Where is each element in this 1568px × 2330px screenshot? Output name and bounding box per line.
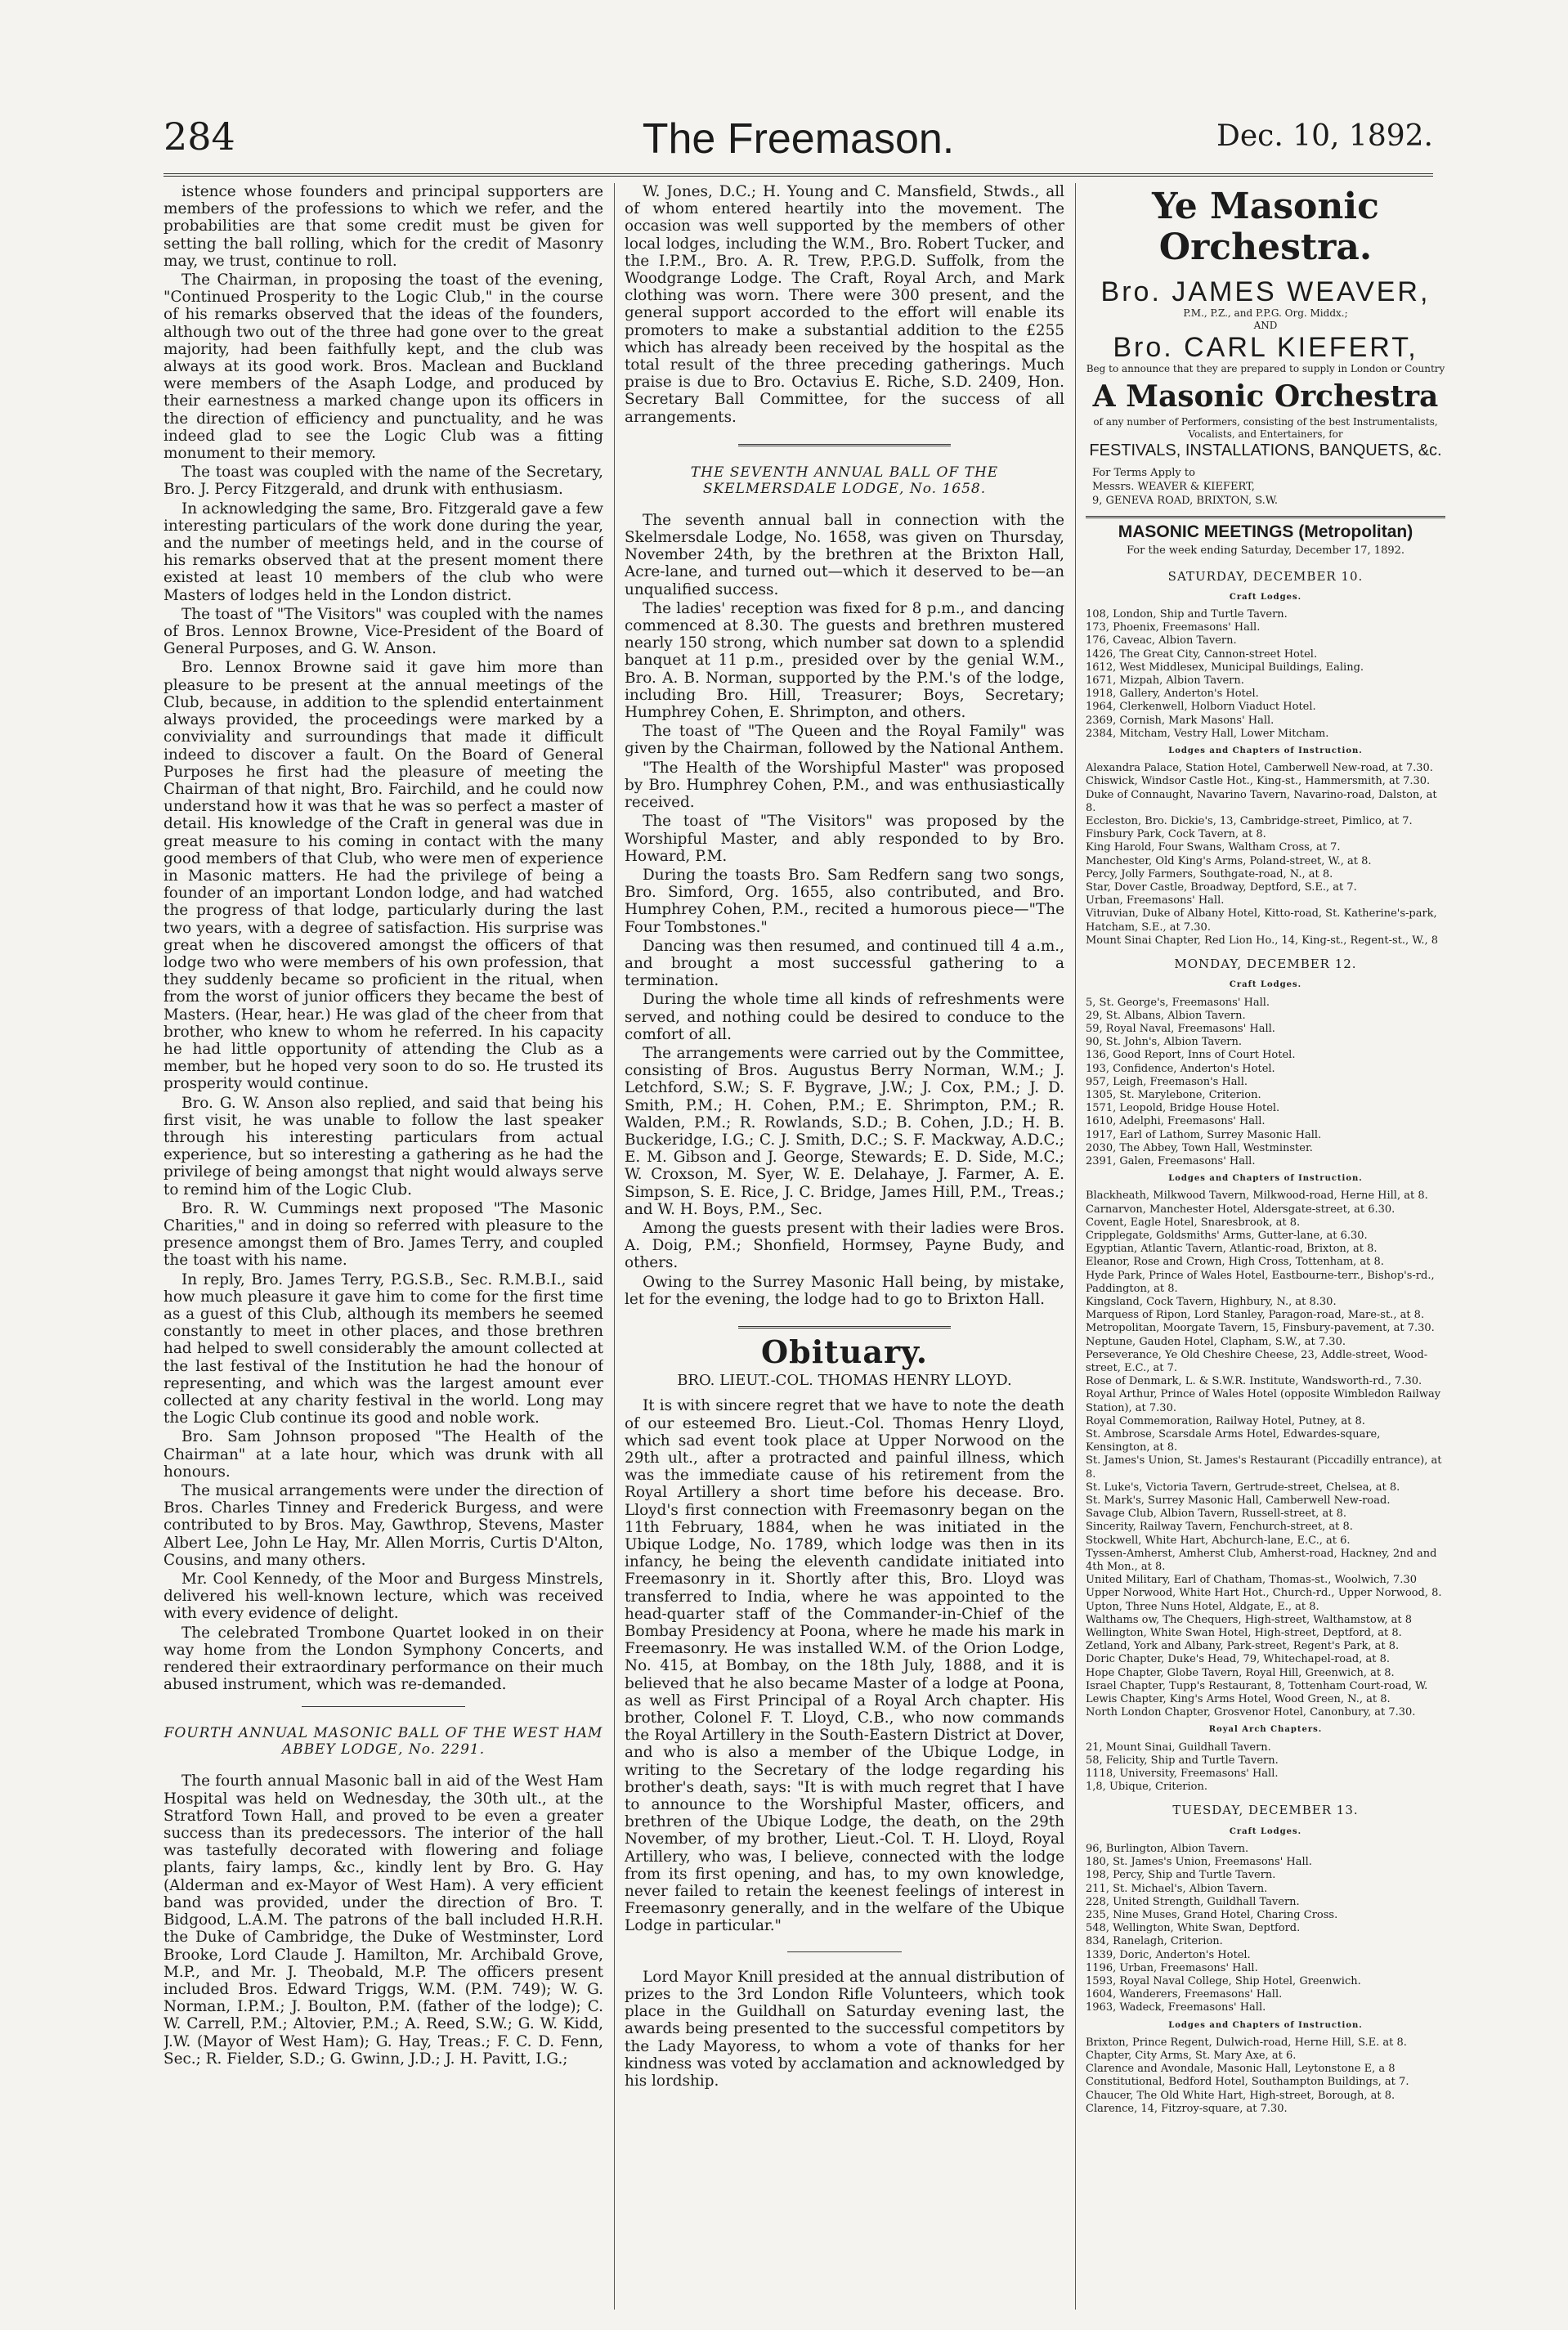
name-james-weaver: Bro. JAMES WEAVER, <box>1100 276 1431 307</box>
column-divider <box>614 183 615 2310</box>
meeting-entry: Covent, Eagle Hotel, Snaresbrook, at 8. <box>1086 1216 1301 1229</box>
meeting-entry: 1918, Gallery, Anderton's Hotel. <box>1086 688 1259 701</box>
meeting-entry: 1593, Royal Naval College, Ship Hotel, Greenwich. <box>1086 1974 1361 1987</box>
meetings-week: For the week ending Saturday, December 17, 1892. <box>1126 544 1405 558</box>
meeting-entry: 176, Caveac, Albion Tavern. <box>1086 634 1237 647</box>
section-rule <box>302 1706 465 1707</box>
meeting-entry: Eccleston, Bro. Dickie's, 13, Cambridge-street, Pimlico, at 7. <box>1086 815 1413 828</box>
paragraph: Bro. R. W. Cummings next proposed "The Masonic Charities," and in doing so referred with pleasure to the presence amongst them of Bro. James Terry, and coupled the toast with his name. <box>164 1199 603 1270</box>
orchestra-title: Ye Masonic Orchestra. <box>1152 186 1379 268</box>
paragraph: Bro. Lennox Browne said it gave him more than pleasure to be present at the annual meetings of the Club, because, in addition to the splendid entertainment always provided, the proceedings were marked by a conviviality and surroundings that made it difficult indeed to discover a fault. On the Board of General Purposes he first had the pleasure of meeting the Chairman of that night, Bro. Fairchild, and he could now understand how it was that he was so perfect a master of detail. His knowledge of the Craft in general was due in great measure to his coming in contact with the many good members of that Club, who were men of experience in Masonic matters. He had the privilege of being a founder of an important London lodge, and had watched the progress of that lodge, particularly during the last two years, with a degree of satisfaction. His surprise was great when he discovered amongst the officers of that lodge two who were members of his own profession, that they suddenly became so proficient in the ritual, when from the worst of junior officers they became the best of Masters. (Hear, hear.) He was glad of the cheer from that brother, who knew to whom he referred. In his capacity he had little opportunity of attending the Club as a member, but he hoped very soon to do so. He trusted its prosperity would continue. <box>164 659 603 1093</box>
paragraph: istence whose founders and principal supporters are members of the professions to which we refer, and the probabilities are that some credit must be given for setting the ball rolling, which for the credit of Masonry may, we trust, continue to roll. <box>164 183 603 270</box>
meeting-list <box>1086 762 1445 948</box>
paragraph: The toast of "The Visitors" was coupled with the names of Bros. Lennox Browne, Vice-President of the Board of General Purposes, and G. W. Anson. <box>164 605 603 658</box>
paragraph: The toast was coupled with the name of the Secretary, Bro. J. Percy Fitzgerald, and drunk with enthusiasm. <box>164 464 603 499</box>
meeting-entry: 2391, Galen, Freemasons' Hall. <box>1086 1154 1256 1167</box>
meetings-list <box>1086 568 1445 2116</box>
meeting-list <box>1086 608 1445 741</box>
meeting-entry: Chaucer, The Old White Hart, High-street, Borough, at 8. <box>1086 2089 1396 2102</box>
meeting-section-heading: Lodges and Chapters of Instruction. <box>1168 2020 1363 2030</box>
meeting-entry: Royal Arthur, Prince of Wales Hotel (opposite Wimbledon Railway Station), at 7.30. <box>1086 1388 1441 1414</box>
meetings-title: MASONIC MEETINGS (Metropolitan) <box>1118 522 1413 542</box>
paragraph: In reply, Bro. James Terry, P.G.S.B., Sec. R.M.B.I., said how much pleasure it gave him to come for the first time as a guest of this Club, although its members he seemed constantly to meet in other places, and those brethren had helped to swell considerably the amount collected at the last festival of the Institution he had the honour of representing, and which was the largest amount ever collected at any charity festival in the world. Long may the Logic Club continue its good and noble work. <box>164 1270 603 1427</box>
obituary-text <box>625 1397 1064 1934</box>
meeting-entry: Wellington, White Swan Hotel, High-street, Deptford, at 8. <box>1086 1627 1402 1640</box>
meeting-entry: 29, St. Albans, Albion Tavern. <box>1086 1009 1246 1022</box>
meeting-entry: 173, Phoenix, Freemasons' Hall. <box>1086 621 1261 634</box>
paragraph: The Chairman, in proposing the toast of the evening, "Continued Prosperity to the Logic Club," in the course of his remarks observed that the ideas of the founders, although two out of the three had gone over to the great majority, had been faithfully kept, and the club was always at its good work. Bros. Maclean and Buckland were members of the Asaph Lodge, and produced by their earnestness a marked change upon its officers in the direction of efficiency and punctuality, and he was indeed glad to see the Logic Club was a fitting monument to their memory. <box>164 271 603 463</box>
meeting-entry: Cripplegate, Goldsmiths' Arms, Gutter-lane, at 6.30. <box>1086 1229 1368 1242</box>
meeting-entry: United Military, Earl of Chatham, Thomas-st., Woolwich, 7.30 <box>1086 1574 1417 1587</box>
meeting-entry: 198, Percy, Ship and Turtle Tavern. <box>1086 1869 1276 1882</box>
meeting-entry: 1610, Adelphi, Freemasons' Hall. <box>1086 1115 1266 1128</box>
meeting-entry: King Harold, Four Swans, Waltham Cross, at 7. <box>1086 841 1341 854</box>
performers-line: of any number of Performers, consisting of the best Instrumentalists, Vocalists, and Entertainers, for <box>1093 416 1438 440</box>
section-rule <box>738 444 951 446</box>
meeting-entry: Constitutional, Bedford Hotel, Southampton Buildings, at 7. <box>1086 2076 1409 2089</box>
meeting-entry: Metropolitan, Moorgate Tavern, 15, Finsbury-pavement, at 7.30. <box>1086 1322 1435 1335</box>
publication-title: The Freemason. <box>642 115 955 163</box>
meeting-entry: 1964, Clerkenwell, Holborn Viaduct Hotel. <box>1086 701 1316 714</box>
meeting-entry: Israel Chapter, Tupp's Restaurant, 8, Tottenham Court-road, W. <box>1086 1679 1428 1692</box>
meeting-entry: Perseverance, Ye Old Cheshire Cheese, 23, Addle-street, Wood-street, E.C., at 7. <box>1086 1348 1428 1374</box>
meeting-entry: 1196, Urban, Freemasons' Hall. <box>1086 1961 1258 1974</box>
meeting-entry: 1612, West Middlesex, Municipal Buildings, Ealing. <box>1086 661 1364 674</box>
festivals-line: FESTIVALS, INSTALLATIONS, BANQUETS, &c. <box>1089 441 1442 459</box>
paragraph: The musical arrangements were under the direction of Bros. Charles Tinney and Frederick Burgess, and were contributed to by Bros. May, Gawthrop, Stevens, Master Albert Lee, John Le Hay, Mr. Allen Morris, Curtis D'Alton, Cousins, and many others. <box>164 1482 603 1569</box>
west-ham-ball-heading: FOURTH ANNUAL MASONIC BALL OF THE WEST HAM ABBEY LODGE, No. 2291. <box>164 1725 603 1759</box>
masthead <box>164 114 1433 172</box>
meeting-entry: Stockwell, White Hart, Abchurch-lane, E.C., at 6. <box>1086 1534 1351 1547</box>
paragraph: Owing to the Surrey Masonic Hall being, by mistake, let for the evening, the lodge had to go to Brixton Hall. <box>625 1273 1064 1308</box>
meeting-entry: Vitruvian, Duke of Albany Hotel, Kitto-road, St. Katherine's-park, Hatcham, S.E., at 7.30. <box>1086 907 1437 934</box>
meeting-entry: Zetland, York and Albany, Park-street, Regent's Park, at 8. <box>1086 1640 1400 1653</box>
meeting-entry: 1571, Leopold, Bridge House Hotel. <box>1086 1102 1280 1115</box>
paragraph: The fourth annual Masonic ball in aid of the West Ham Hospital was held on Wednesday, the 30th ult., at the Stratford Town Hall, and proved to be even a greater success than its predecessors. The interior of the hall was tastefully decorated with flowering and foliage plants, fairy lamps, &c., kindly lent by Bro. G. Hay (Alderman and ex-Mayor of West Ham). A very efficient band was provided, under the direction of Bro. T. Bidgood, L.A.M. The patrons of the ball included H.R.H. the Duke of Cambridge, the Duke of Westminster, Lord Brooke, Lord Claude J. Hamilton, Mr. Archibald Grove, M.P., and Mr. J. Theobald, M.P. The officers present included Bros. Edward Triggs, W.M. (P.M. 749); W. G. Norman, I.P.M.; J. Boulton, P.M. (father of the lodge); C. W. Carrell, P.M.; Altovier, P.M.; A. Reed, S.W.; G. W. Kidd, J.W. (Mayor of West Ham); G. Hay, Treas.; F. C. D. Fenn, Sec.; R. Fielder, S.D.; G. Gwinn, J.D.; J. H. Pavitt, I.G.; <box>164 1772 603 2068</box>
section-rule <box>738 1326 951 1329</box>
meeting-entry: 1426, The Great City, Cannon-street Hotel. <box>1086 647 1318 661</box>
issue-date: Dec. 10, 1892. <box>1216 119 1433 153</box>
meeting-entry: Alexandra Palace, Station Hotel, Camberwell New-road, at 7.30. <box>1086 762 1433 775</box>
meeting-entry: Sincerity, Railway Tavern, Fenchurch-street, at 8. <box>1086 1521 1353 1534</box>
meeting-entry: 957, Leigh, Freemason's Hall. <box>1086 1075 1248 1088</box>
meeting-section-heading: Lodges and Chapters of Instruction. <box>1168 1174 1363 1184</box>
meeting-entry: Manchester, Old King's Arms, Poland-street, W., at 8. <box>1086 854 1372 867</box>
and-label: AND <box>1253 320 1278 331</box>
meeting-entry: 1,8, Ubique, Criterion. <box>1086 1781 1207 1794</box>
meeting-entry: Clarence, 14, Fitzroy-square, at 7.30. <box>1086 2102 1288 2115</box>
meeting-entry: 136, Good Report, Inns of Court Hotel. <box>1086 1049 1296 1062</box>
meeting-entry: Mount Sinai Chapter, Red Lion Ho., 14, King-st., Regent-st., W., 8 <box>1086 934 1439 947</box>
meeting-entry: Lewis Chapter, King's Arms Hotel, Wood Green, N., at 8. <box>1086 1693 1391 1706</box>
meeting-entry: Doric Chapter, Duke's Head, 79, Whitechapel-road, at 8. <box>1086 1653 1390 1666</box>
meeting-entry: Upton, Three Nuns Hotel, Aldgate, E., at 8. <box>1086 1600 1319 1613</box>
paragraph: In acknowledging the same, Bro. Fitzgerald gave a few interesting particulars of the work done during the year, and the number of meetings held, and in the course of his remarks observed that at the present moment there existed at least 10 members of the club who were Masters of lodges held in the London district. <box>164 500 603 604</box>
meeting-entry: Upper Norwood, White Hart Hot., Church-rd., Upper Norwood, 8. <box>1086 1587 1442 1600</box>
column-divider <box>1075 183 1076 2310</box>
paragraph: The toast of "The Queen and the Royal Family" was given by the Chairman, followed by the National Anthem. <box>625 723 1064 758</box>
meeting-entry: 1339, Doric, Anderton's Hotel. <box>1086 1948 1251 1961</box>
meeting-entry: Egyptian, Atlantic Tavern, Atlantic-road, Brixton, at 8. <box>1086 1243 1378 1256</box>
meeting-entry: 2369, Cornish, Mark Masons' Hall. <box>1086 714 1275 727</box>
paragraph: The ladies' reception was fixed for 8 p.m., and dancing commenced at 8.30. The guests and brethren mustered nearly 150 strong, which number sat down to a splendid banquet at 11 p.m., presided over by the genial W.M., Bro. A. B. Norman, supported by the P.M.'s of the lodge, including Bro. Hill, Treasurer; Boys, Secretary; Humphrey Cohen, E. Shrimpton, and others. <box>625 599 1064 722</box>
meeting-entry: St. Luke's, Victoria Tavern, Gertrude-street, Chelsea, at 8. <box>1086 1481 1400 1494</box>
meeting-entry: Duke of Connaught, Navarino Tavern, Navarino-road, Dalston, at 8. <box>1086 788 1437 814</box>
meeting-entry: Chapter, City Arms, St. Mary Axe, at 6. <box>1086 2049 1297 2062</box>
column-3 <box>1086 183 1445 2310</box>
paragraph: It is with sincere regret that we have to note the death of our esteemed Bro. Lieut.-Col. Thomas Henry Lloyd, which sad event took place at Upper Norwood on the 29th ult., after a protracted and painful illness, which was the immediate cause of his retirement from the Royal Artillery a short time before his decease. Bro. Lloyd's first connection with Freemasonry began on the 11th February, 1884, when he was initiated in the Ubique Lodge, No. 1789, which lodge was then in its infancy, he being the eleventh candidate initiated into Freemasonry in it. Shortly after this, Bro. Lloyd was transferred to India, where he was appointed to the head-quarter staff of the Commander-in-Chief of the Bombay Presidency at Poona, where he made his mark in Freemasonry. He was installed W.M. of the Orion Lodge, No. 415, at Bombay, on the 18th July, 1888, and it is believed that he also became Master of a lodge at Poona, as well as First Principal of a Royal Arch chapter. His brother, Colonel F. T. Lloyd, C.B., who now commands the Royal Artillery in the South-Eastern District at Dover, and who is also a member of the Ubique Lodge, in writing to the Secretary of the lodge regarding his brother's death, says: "It is with much regret that I have to announce to the Worshipful Master, officers, and brethren of the Ubique Lodge, the death, on the 29th November, of my brother, Lieut.-Col. T. H. Lloyd, Royal Artillery, who was, I believe, connected with the lodge from its first opening, and has, to my own knowledge, never failed to retain the keenest feelings of interest in Freemasonry generally, and in the welfare of the Ubique Lodge in particular." <box>625 1397 1064 1935</box>
west-ham-ball-report <box>164 1772 603 2067</box>
meeting-entry: 96, Burlington, Albion Tavern. <box>1086 1842 1249 1855</box>
meeting-entry: Hope Chapter, Globe Tavern, Royal Hill, Greenwich, at 8. <box>1086 1666 1395 1679</box>
meeting-entry: Savage Club, Albion Tavern, Russell-street, at 8. <box>1086 1508 1347 1521</box>
masthead-rule <box>164 173 1433 177</box>
terms-label: For Terms Apply to <box>1092 467 1195 480</box>
meeting-entry: 5, St. George's, Freemasons' Hall. <box>1086 996 1270 1009</box>
paragraph: During the whole time all kinds of refreshments were served, and nothing could be desired to conduce to the comfort of all. <box>625 991 1064 1043</box>
skelmersdale-ball-heading: THE SEVENTH ANNUAL BALL OF THE SKELMERSDALE LODGE, No. 1658. <box>690 464 999 497</box>
paragraph: Among the guests present with their ladies were Bros. A. Doig, P.M.; Shonfield, Hormsey, Payne Budy, and others. <box>625 1219 1064 1272</box>
meeting-entry: Neptune, Gauden Hotel, Clapham, S.W., at 7.30. <box>1086 1335 1346 1348</box>
meeting-entry: North London Chapter, Grosvenor Hotel, Canonbury, at 7.30. <box>1086 1706 1416 1719</box>
paragraph: Bro. G. W. Anson also replied, and said that being his first visit, he was unable to follow the last speaker through his interesting particulars from actual experience, but so interesting a gathering as he had the privilege of being amongst that night would always serve to remind him of the Logic Club. <box>164 1094 603 1199</box>
meeting-entry: 211, St. Michael's, Albion Tavern. <box>1086 1882 1268 1895</box>
meeting-entry: 2030, The Abbey, Town Hall, Westminster. <box>1086 1141 1313 1154</box>
paragraph: During the toasts Bro. Sam Redfern sang two songs, Bro. Simford, Org. 1655, also contributed, and Bro. Humphrey Cohen, P.M., recited a humorous piece—"The Four Tombstones." <box>625 866 1064 936</box>
announcement-line: Beg to announce that they are prepared to supply in London or Country <box>1086 363 1445 374</box>
meeting-entry: Hyde Park, Prince of Wales Hotel, Eastbourne-terr., Bishop's-rd., Paddington, at 8. <box>1086 1269 1435 1295</box>
name-carl-kiefert: Bro. CARL KIEFERT, <box>1113 332 1418 363</box>
meeting-entry: 548, Wellington, White Swan, Deptford. <box>1086 1922 1301 1935</box>
meeting-entry: 21, Mount Sinai, Guildhall Tavern. <box>1086 1741 1271 1754</box>
meeting-list <box>1086 2037 1445 2116</box>
meeting-list <box>1086 997 1445 1169</box>
west-ham-ball-continued <box>625 183 1064 426</box>
meeting-entry: St. Ambrose, Scarsdale Arms Hotel, Edwardes-square, Kensington, at 8. <box>1086 1428 1381 1454</box>
meeting-entry: Marquess of Ripon, Lord Stanley, Paragon-road, Mare-st., at 8. <box>1086 1309 1425 1322</box>
paragraph: "The Health of the Worshipful Master" was proposed by Bro. Humphrey Cohen, P.M., and was enthusiastically received. <box>625 759 1064 812</box>
page-number: 284 <box>164 114 235 159</box>
column-1 <box>164 183 603 2310</box>
paragraph: W. Jones, D.C.; H. Young and C. Mansfield, Stwds., all of whom entered heartily into the movement. The occasion was well supported by the members of other local lodges, including the W.M., Bro. Robert Tucker, and the I.P.M., Bro. A. R. Trew, P.P.G.D. Suffolk, from the Woodgrange Lodge. The Craft, Royal Arch, and Mark clothing was worn. There were 300 present, and the general support accorded to the effort will enable its promoters to make a substantial addition to the £255 which has already been received by the hospital as the total result of the three preceding gatherings. Much praise is due to Bro. Octavius E. Riche, S.D. 2409, Hon. Secretary Ball Committee, for the success of all arrangements. <box>625 183 1064 426</box>
paragraph: The celebrated Trombone Quartet looked in on their way home from the London Symphony Concerts, and rendered their extraordinary performance on their much abused instrument, which was re-demanded. <box>164 1624 603 1694</box>
meeting-entry: St. James's Union, St. James's Restaurant (Piccadilly entrance), at 8. <box>1086 1454 1442 1481</box>
meeting-entry: Chiswick, Windsor Castle Hot., King-st., Hammersmith, at 7.30. <box>1086 775 1431 788</box>
meeting-list <box>1086 1843 1445 2015</box>
meeting-entry: Rose of Denmark, L. & S.W.R. Institute, Wandsworth-rd., 7.30. <box>1086 1375 1422 1388</box>
meeting-entry: 108, London, Ship and Turtle Tavern. <box>1086 608 1288 621</box>
meeting-entry: 228, United Strength, Guildhall Tavern. <box>1086 1895 1300 1908</box>
section-rule <box>1086 516 1445 518</box>
paragraph: Bro. Sam Johnson proposed "The Health of the Chairman" at a late hour, which was drunk with all honours. <box>164 1428 603 1481</box>
paragraph: Mr. Cool Kennedy, of the Moor and Burgess Minstrels, delivered his well-known lecture, which was received with every evidence of delight. <box>164 1571 603 1623</box>
meeting-day-heading: SATURDAY, DECEMBER 10. <box>1167 568 1364 584</box>
skelmersdale-ball-report <box>625 512 1064 1308</box>
meeting-entry: Kingsland, Cock Tavern, Highbury, N., at 8.30. <box>1086 1295 1337 1308</box>
obituary-heading: Obituary. <box>761 1333 928 1370</box>
paragraph: Dancing was then resumed, and continued till 4 a.m., and brought a most successful gathering to a termination. <box>625 937 1064 990</box>
meeting-entry: Blackheath, Milkwood Tavern, Milkwood-road, Herne Hill, at 8. <box>1086 1190 1428 1203</box>
terms-address: 9, GENEVA ROAD, BRIXTON, S.W. <box>1092 495 1279 508</box>
weaver-credentials: P.M., P.Z., and P.P.G. Org. Middx.; <box>1183 307 1348 319</box>
meeting-entry: Finsbury Park, Cock Tavern, at 8. <box>1086 828 1266 841</box>
meeting-entry: Percy, Jolly Farmers, Southgate-road, N., at 8. <box>1086 867 1333 880</box>
meeting-entry: 834, Ranelagh, Criterion. <box>1086 1935 1223 1948</box>
meeting-entry: 1671, Mizpah, Albion Tavern. <box>1086 674 1244 688</box>
meeting-entry: Urban, Freemasons' Hall. <box>1086 894 1225 907</box>
paragraph: The seventh annual ball in connection with the Skelmersdale Lodge, No. 1658, was given on Thursday, November 24th, by the brethren at the Brixton Hall, Acre-lane, and turned out—which it deserved to be—an unqualified success. <box>625 511 1064 598</box>
meeting-section-heading: Lodges and Chapters of Instruction. <box>1168 746 1363 756</box>
obituary-subheading: BRO. LIEUT.-COL. THOMAS HENRY LLOYD. <box>677 1372 1012 1390</box>
lord-mayor-paragraph: Lord Mayor Knill presided at the annual distribution of prizes to the 3rd London Rifle Volunteers, which took place in the Guildhall on Saturday evening last, the awards being presented to the successful competitors by the Lady Mayoress, to whom a vote of thanks for her kindness was voted by acclamation and acknowledged by his lordship. <box>625 1968 1064 2090</box>
meeting-list <box>1086 1741 1445 1795</box>
meeting-entry: 1604, Wanderers, Freemasons' Hall. <box>1086 1988 1283 2001</box>
meeting-day-heading: MONDAY, DECEMBER 12. <box>1174 957 1357 972</box>
meeting-entry: 90, St. John's, Albion Tavern. <box>1086 1036 1243 1049</box>
meeting-entry: 58, Felicity, Ship and Turtle Tavern. <box>1086 1754 1279 1767</box>
meeting-entry: St. Mark's, Surrey Masonic Hall, Camberwell New-road. <box>1086 1494 1391 1508</box>
meeting-entry: Brixton, Prince Regent, Dulwich-road, Herne Hill, S.E. at 8. <box>1086 2036 1407 2049</box>
meeting-entry: 235, Nine Muses, Grand Hotel, Charing Cross. <box>1086 1908 1338 1921</box>
meeting-entry: 1917, Earl of Lathom, Surrey Masonic Hall. <box>1086 1128 1322 1141</box>
meeting-entry: Clarence and Avondale, Masonic Hall, Leytonstone E, a 8 <box>1086 2063 1396 2076</box>
meeting-entry: Carnarvon, Manchester Hotel, Aldersgate-street, at 6.30. <box>1086 1203 1396 1216</box>
meeting-day-heading: TUESDAY, DECEMBER 13. <box>1172 1803 1359 1818</box>
meeting-section-heading: Craft Lodges. <box>1229 592 1302 602</box>
meeting-entry: Royal Commemoration, Railway Hotel, Putney, at 8. <box>1086 1414 1365 1427</box>
terms-name: Messrs. WEAVER & KIEFERT, <box>1092 481 1255 494</box>
meeting-entry: Star, Dover Castle, Broadway, Deptford, S.E., at 7. <box>1086 881 1357 894</box>
meeting-entry: Tyssen-Amherst, Amherst Club, Amherst-road, Hackney, 2nd and 4th Mon., at 8. <box>1086 1547 1437 1574</box>
meeting-section-heading: Craft Lodges. <box>1229 980 1302 990</box>
orchestra-subtitle: A Masonic Orchestra <box>1092 379 1439 414</box>
meeting-section-heading: Craft Lodges. <box>1229 1826 1302 1836</box>
meeting-entry: Eleanor, Rose and Crown, High Cross, Tottenham, at 8. <box>1086 1256 1384 1269</box>
paragraph: The toast of "The Visitors" was proposed by the Worshipful Master, and ably responded to by Bro. Howard, P.M. <box>625 813 1064 865</box>
paragraph: The arrangements were carried out by the Committee, consisting of Bros. Augustus Berry Norman, W.M.; J. Letchford, S.W.; S. F. Bygrave, J.W.; J. Cox, P.M.; J. D. Smith, P.M.; H. Cohen, P.M.; E. Shrimpton, P.M.; R. Walden, P.M.; R. Rowlands, S.D.; B. Cohen, J.D.; H. B. Buckeridge, I.G.; C. J. Smith, D.C.; S. F. Mackway, A.D.C.; E. M. Gibson and J. George, Stewards; E. D. Side, M.C.; W. Croxson, M. Syer, W. E. Delahaye, J. Farmer, A. E. Simpson, S. E. Rice, J. C. Bridge, James Hill, P.M., Treas.; and W. H. Boys, P.M., Sec. <box>625 1044 1064 1218</box>
meeting-entry: 180, St. James's Union, Freemasons' Hall. <box>1086 1856 1312 1869</box>
meeting-section-heading: Royal Arch Chapters. <box>1208 1725 1323 1735</box>
meeting-entry: 193, Confidence, Anderton's Hotel. <box>1086 1062 1275 1075</box>
meeting-entry: 1118, University, Freemasons' Hall. <box>1086 1768 1279 1781</box>
meeting-list <box>1086 1190 1445 1719</box>
section-rule <box>787 1951 902 1952</box>
meeting-entry: 59, Royal Naval, Freemasons' Hall. <box>1086 1022 1275 1035</box>
logic-club-report <box>164 183 603 1693</box>
column-2 <box>625 183 1064 2310</box>
meeting-entry: Walthams ow, The Chequers, High-street, Walthamstow, at 8 <box>1086 1613 1413 1626</box>
meeting-entry: 2384, Mitcham, Vestry Hall, Lower Mitcham. <box>1086 727 1329 740</box>
meeting-entry: 1963, Wadeck, Freemasons' Hall. <box>1086 2001 1266 2014</box>
meeting-entry: 1305, St. Marylebone, Criterion. <box>1086 1088 1261 1101</box>
